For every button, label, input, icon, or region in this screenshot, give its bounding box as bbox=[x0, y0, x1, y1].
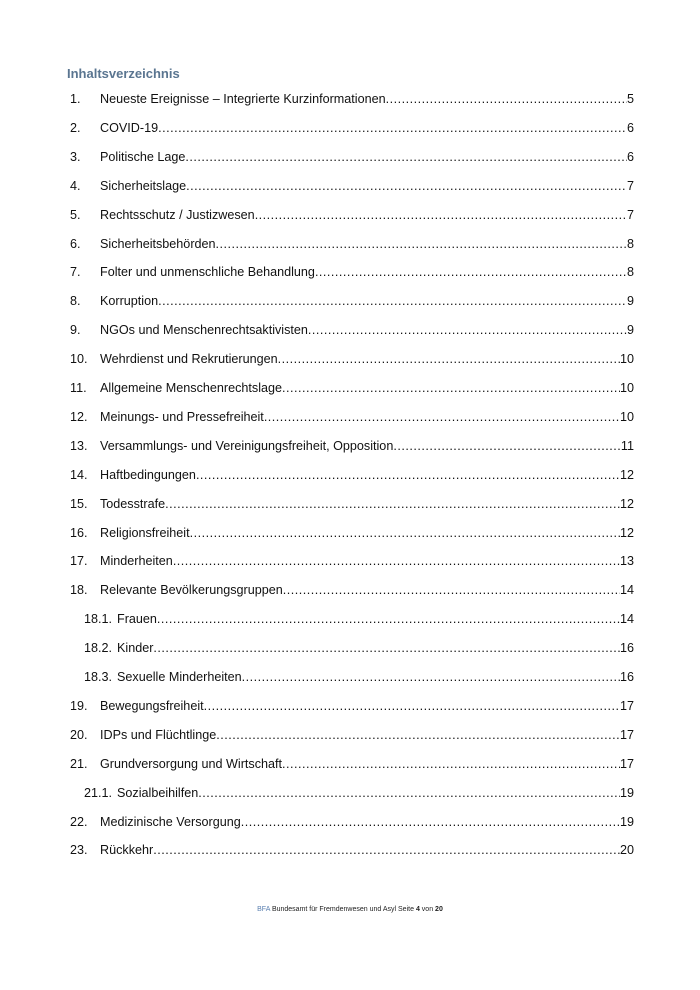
toc-entry-title: Grundversorgung und Wirtschaft bbox=[100, 756, 282, 771]
toc-entry-title: Allgemeine Menschenrechtslage bbox=[100, 381, 283, 395]
toc-entry[interactable] bbox=[70, 696, 634, 716]
toc-entry[interactable] bbox=[70, 494, 634, 514]
toc-entry[interactable] bbox=[84, 638, 634, 658]
toc-entry-title: IDPs und Flüchtlinge bbox=[100, 727, 217, 742]
toc-entry[interactable] bbox=[70, 89, 634, 109]
toc-entry-page: 11 bbox=[620, 438, 634, 453]
toc-dot-leader bbox=[158, 118, 627, 138]
toc-entry-page: 10 bbox=[619, 352, 634, 367]
toc-entry-title: Medizinische Versorgung bbox=[100, 814, 241, 829]
toc-dot-leader bbox=[283, 580, 620, 600]
toc-entry-page: 14 bbox=[619, 612, 634, 627]
toc-entry[interactable] bbox=[70, 234, 634, 254]
toc-dot-leader bbox=[282, 754, 620, 774]
footer-of-word: von bbox=[421, 906, 434, 913]
toc-entry[interactable] bbox=[70, 812, 634, 832]
toc-entry[interactable] bbox=[70, 840, 634, 860]
toc-entry-number: 18.2. bbox=[84, 641, 113, 656]
toc-entry-page: 12 bbox=[619, 496, 634, 511]
toc-entry-page: 17 bbox=[619, 698, 634, 713]
toc-entry-title: Folter und unmenschliche Behandlung bbox=[100, 265, 315, 280]
toc-entry-title: Kinder bbox=[117, 641, 154, 656]
toc-entry-number: 15. bbox=[70, 496, 88, 511]
toc-dot-leader bbox=[278, 349, 620, 369]
toc-dot-leader bbox=[153, 638, 620, 658]
toc-entry-title: COVID-19 bbox=[100, 120, 159, 135]
toc-entry-title: Sozialbeihilfen bbox=[117, 785, 199, 800]
toc-entry-number: 5. bbox=[70, 207, 81, 222]
footer-brand: BFA bbox=[257, 906, 270, 913]
toc-entry-number: 22. bbox=[70, 814, 88, 829]
toc-entry-page: 5 bbox=[626, 92, 634, 106]
toc-dot-leader bbox=[282, 378, 620, 398]
toc-dot-leader bbox=[308, 320, 627, 340]
toc-entry-page: 17 bbox=[619, 727, 634, 742]
toc-dot-leader bbox=[386, 89, 627, 109]
toc-entry-title: Wehrdienst und Rekrutierungen bbox=[100, 352, 278, 367]
toc-entry-title: Religionsfreiheit bbox=[100, 525, 190, 540]
toc-entry-number: 18. bbox=[70, 583, 88, 598]
toc-dot-leader bbox=[241, 812, 620, 832]
toc-dot-leader bbox=[264, 407, 620, 427]
toc-entry-title: Politische Lage bbox=[100, 149, 186, 164]
toc-entry-page: 16 bbox=[619, 670, 634, 684]
toc-entry[interactable] bbox=[70, 407, 634, 427]
toc-entry[interactable] bbox=[70, 176, 634, 196]
toc-entry-number: 18.3. bbox=[84, 670, 113, 684]
toc-dot-leader bbox=[165, 494, 620, 514]
footer-current-page: 4 bbox=[415, 906, 420, 913]
toc-entry[interactable] bbox=[70, 580, 634, 600]
toc-entry-number: 3. bbox=[70, 149, 81, 164]
toc-entry-number: 17. bbox=[70, 554, 88, 569]
toc-entry[interactable] bbox=[70, 349, 634, 369]
footer-org: Bundesamt für Fremdenwesen und Asyl bbox=[271, 906, 397, 913]
toc-entry-number: 16. bbox=[70, 525, 88, 540]
footer-page-word: Seite bbox=[398, 906, 414, 913]
toc-dot-leader bbox=[185, 147, 627, 167]
toc-entry-page: 9 bbox=[626, 294, 634, 309]
toc-entry-page: 10 bbox=[619, 409, 634, 424]
toc-entry-number: 19. bbox=[70, 698, 88, 713]
toc-entry-title: Sexuelle Minderheiten bbox=[117, 670, 242, 684]
toc-dot-leader bbox=[157, 609, 620, 629]
toc-entry-page: 12 bbox=[619, 525, 634, 540]
toc-entry-page: 16 bbox=[619, 641, 634, 656]
toc-entry-number: 21. bbox=[70, 756, 88, 771]
toc-entry-number: 9. bbox=[70, 323, 81, 338]
toc-entry-number: 1. bbox=[70, 92, 81, 106]
toc-entry-page: 10 bbox=[619, 381, 634, 395]
toc-entry-title: Sicherheitsbehörden bbox=[100, 236, 216, 251]
toc-entry-title: Rückkehr bbox=[100, 843, 154, 858]
toc-entry[interactable] bbox=[70, 465, 634, 485]
toc-entry-title: Minderheiten bbox=[100, 554, 173, 569]
toc-entry-page: 8 bbox=[626, 236, 634, 251]
toc-dot-leader bbox=[190, 523, 620, 543]
toc-heading: Inhaltsverzeichnis bbox=[67, 66, 180, 81]
toc-dot-leader bbox=[196, 465, 620, 485]
toc-dot-leader bbox=[393, 436, 621, 456]
toc-dot-leader bbox=[216, 234, 627, 254]
toc-entry[interactable] bbox=[70, 147, 634, 167]
toc-entry[interactable] bbox=[70, 523, 634, 543]
toc-entry[interactable] bbox=[70, 725, 634, 745]
toc-entry[interactable] bbox=[84, 783, 634, 803]
toc-entry-number: 11. bbox=[70, 381, 87, 395]
toc-entry[interactable] bbox=[70, 262, 634, 282]
toc-entry-title: Rechtsschutz / Justizwesen bbox=[100, 207, 255, 222]
toc-dot-leader bbox=[173, 551, 620, 571]
toc-entry-page: 7 bbox=[626, 207, 634, 222]
toc-entry-number: 14. bbox=[70, 467, 88, 482]
footer-total-pages: 20 bbox=[435, 906, 443, 913]
toc-entry-page: 6 bbox=[626, 120, 634, 135]
toc-entry[interactable] bbox=[70, 118, 634, 138]
toc-entry-page: 7 bbox=[626, 178, 634, 193]
toc-dot-leader bbox=[216, 725, 620, 745]
toc-entry-title: Meinungs- und Pressefreiheit bbox=[100, 409, 264, 424]
toc-entry-page: 6 bbox=[626, 149, 634, 164]
toc-entry[interactable] bbox=[70, 378, 634, 398]
toc-dot-leader bbox=[158, 291, 627, 311]
toc-entry-number: 6. bbox=[70, 236, 81, 251]
toc-dot-leader bbox=[204, 696, 620, 716]
toc-entry-number: 21.1. bbox=[84, 785, 113, 800]
toc-entry[interactable] bbox=[84, 609, 634, 629]
toc-entry-page: 12 bbox=[619, 467, 634, 482]
toc-entry-page: 14 bbox=[619, 583, 634, 598]
toc-entry-title: Neueste Ereignisse – Integrierte Kurzinformationen bbox=[100, 92, 386, 106]
toc-entry-title: Haftbedingungen bbox=[100, 467, 196, 482]
toc-entry[interactable] bbox=[70, 320, 634, 340]
toc-entry[interactable] bbox=[70, 205, 634, 225]
toc-entry[interactable] bbox=[70, 551, 634, 571]
toc-dot-leader bbox=[198, 783, 620, 803]
toc-entry[interactable] bbox=[70, 436, 634, 456]
toc-entry-title: Bewegungsfreiheit bbox=[100, 698, 204, 713]
toc-dot-leader bbox=[153, 840, 620, 860]
toc-dot-leader bbox=[315, 262, 627, 282]
toc-entry-title: NGOs und Menschenrechtsaktivisten bbox=[100, 323, 308, 338]
toc-entry-page: 8 bbox=[626, 265, 634, 280]
toc-entry-number: 2. bbox=[70, 120, 81, 135]
toc-entry-number: 12. bbox=[70, 409, 88, 424]
toc-entry-title: Frauen bbox=[117, 612, 157, 627]
toc-entry-number: 23. bbox=[70, 843, 88, 858]
toc-entry-number: 10. bbox=[70, 352, 88, 367]
toc-entry-number: 4. bbox=[70, 178, 81, 193]
toc-entry-number: 13. bbox=[70, 438, 88, 453]
toc-entry-title: Todesstrafe bbox=[100, 496, 166, 511]
toc-entry[interactable] bbox=[70, 291, 634, 311]
toc-entry-number: 8. bbox=[70, 294, 81, 309]
toc-entry-number: 18.1. bbox=[84, 612, 113, 627]
toc-entry-number: 20. bbox=[70, 727, 88, 742]
toc-entry-page: 20 bbox=[619, 843, 634, 858]
toc-entry-title: Sicherheitslage bbox=[100, 178, 187, 193]
toc-entry-page: 17 bbox=[619, 756, 634, 771]
toc-entry[interactable] bbox=[70, 754, 634, 774]
toc-dot-leader bbox=[186, 176, 627, 196]
toc-entry-page: 19 bbox=[619, 814, 634, 829]
toc-entry[interactable] bbox=[84, 667, 634, 687]
toc-entry-page: 9 bbox=[626, 323, 634, 338]
toc-dot-leader bbox=[255, 205, 627, 225]
toc-entry-page: 19 bbox=[619, 785, 634, 800]
toc-entry-page: 13 bbox=[619, 554, 634, 569]
toc-dot-leader bbox=[242, 667, 620, 687]
toc-entry-title: Korruption bbox=[100, 294, 159, 309]
toc-entry-title: Versammlungs- und Vereinigungsfreiheit, Opposition bbox=[100, 438, 394, 453]
page-footer bbox=[0, 906, 700, 913]
toc-entry-title: Relevante Bevölkerungsgruppen bbox=[100, 583, 283, 598]
toc-entry-number: 7. bbox=[70, 265, 81, 280]
